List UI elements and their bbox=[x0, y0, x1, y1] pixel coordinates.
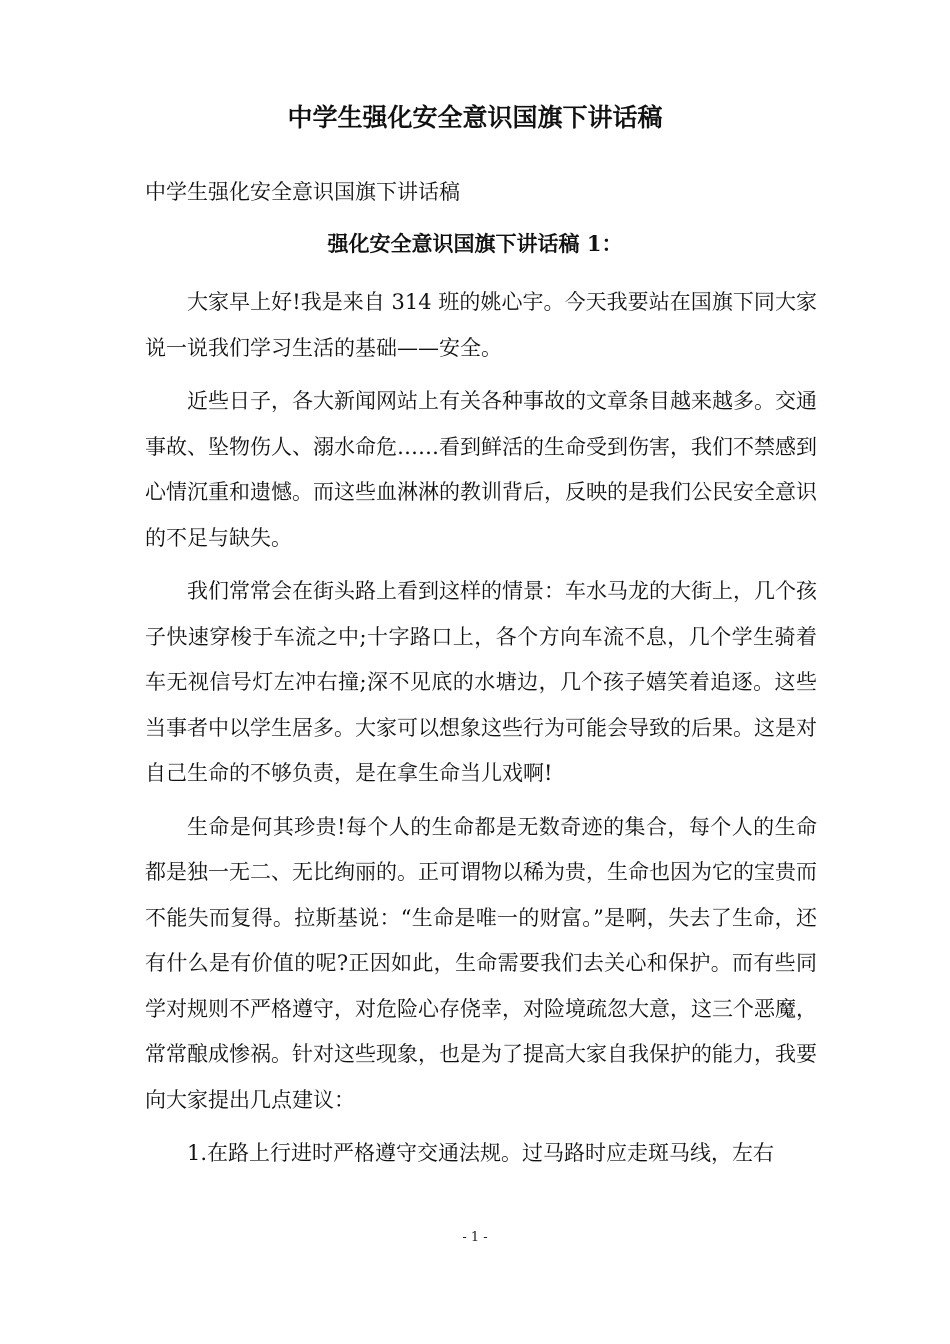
paragraph-street-scenes: 我们常常会在街头路上看到这样的情景：车水马龙的大街上，几个孩子快速穿梭于车流之中;十字路口上，各个方向车流不息，几个学生骑着车无视信号灯左冲右撞;深不见底的水塘边，几个孩子嬉笑着追逐。这些当事者中以学生居多。大家可以想象这些行为可能会导致的后果。这是对自己生命的不够负责，是在拿生命当儿戏啊! bbox=[145, 579, 817, 785]
page-number: - 1 - bbox=[462, 1230, 488, 1245]
document-title: 中学生强化安全意识国旗下讲话稿 bbox=[287, 103, 663, 132]
paragraph-value-of-life: 生命是何其珍贵!每个人的生命都是无数奇迹的集合，每个人的生命都是独一无二、无比绚丽的。正可谓物以稀为贵，生命也因为它的宝贵而不能失而复得。拉斯基说：“生命是唯一的财富。”是啊，失去了生命，还有什么是有价值的呢?正因如此，生命需要我们去关心和保护。而有些同学对规则不严格遵守，对危险心存侥幸，对险境疏忽大意，这三个恶魔，常常酿成惨祸。针对这些现象，也是为了提高大家自我保护的能力，我要向大家提出几点建议： bbox=[145, 814, 817, 1112]
paragraph-accidents: 近些日子，各大新闻网站上有关各种事故的文章条目越来越多。交通事故、坠物伤人、溺水命危……看到鲜活的生命受到伤害，我们不禁感到心情沉重和遗憾。而这些血淋淋的教训背后，反映的是我们公民安全意识的不足与缺失。 bbox=[145, 389, 817, 550]
section-heading: 强化安全意识国旗下讲话稿 1： bbox=[327, 231, 623, 256]
paragraph-suggestion-1: 1.在路上行进时严格遵守交通法规。过马路时应走斑马线，左右 bbox=[187, 1141, 775, 1165]
speech-body bbox=[145, 280, 817, 1185]
paragraph-greeting: 大家早上好!我是来自 314 班的姚心宇。今天我要站在国旗下同大家说一说我们学习生活的基础——安全。 bbox=[145, 290, 817, 360]
document-subtitle: 中学生强化安全意识国旗下讲话稿 bbox=[145, 180, 460, 204]
